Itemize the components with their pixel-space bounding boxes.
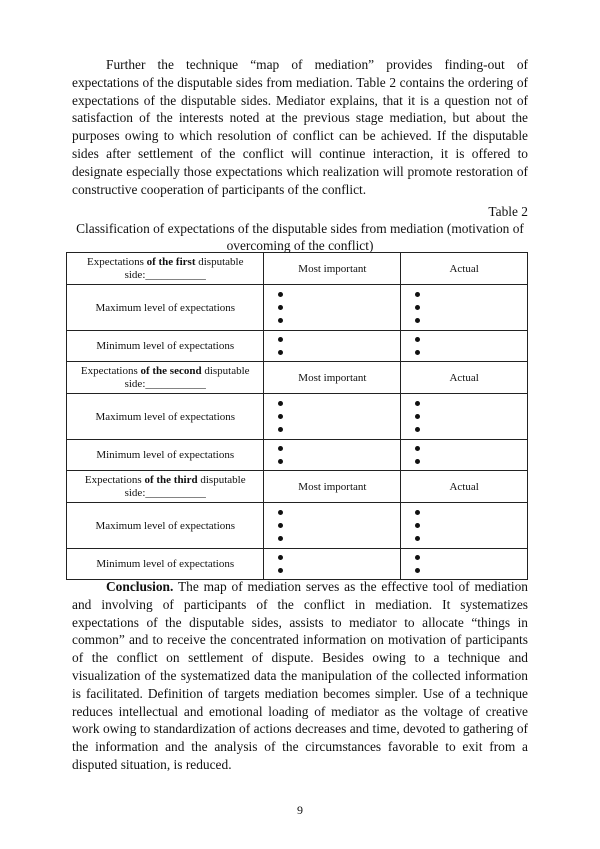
bullet — [278, 446, 283, 451]
table-header-row — [67, 471, 528, 503]
bullet — [278, 350, 283, 355]
row-label: Minimum level of expectations — [67, 331, 264, 362]
table-row — [67, 285, 528, 331]
intro-paragraph-text: Further the technique “map of mediation” provides finding-out of expectations of the disputable sides from mediation. Table 2 contains the ordering of expectations of the disputable sides. Mediator explains, that it is a question not of satisfaction of the interests noted at the previous stage mediation, but about the purposes owing to which resolution of conflict can be achieved. If the disputable sides after settlement of the conflict will continue interaction, it is offered to designate especially those expectations which realization will promote restoration of constructive cooperation of participants of the conflict. — [72, 57, 528, 197]
table-header-row — [67, 362, 528, 394]
bullet — [415, 305, 420, 310]
bullet — [415, 510, 420, 515]
bullet-cell — [401, 549, 528, 580]
bullet-cell — [264, 331, 401, 362]
side-header: Expectations of the second disputable side:___________ — [67, 362, 264, 394]
bullet — [415, 292, 420, 297]
row-label: Minimum level of expectations — [67, 549, 264, 580]
bullet-cell — [264, 503, 401, 549]
bullet — [278, 414, 283, 419]
bullet — [415, 523, 420, 528]
bullet — [278, 536, 283, 541]
row-label: Minimum level of expectations — [67, 440, 264, 471]
bullet — [415, 555, 420, 560]
bullet — [278, 523, 283, 528]
bullet-cell — [401, 503, 528, 549]
bullet — [415, 350, 420, 355]
table-row — [67, 394, 528, 440]
bullet-cell — [264, 394, 401, 440]
most-important-header: Most important — [264, 253, 401, 285]
actual-header: Actual — [401, 253, 528, 285]
bullet — [415, 459, 420, 464]
bullet — [278, 568, 283, 573]
bullet — [415, 536, 420, 541]
bullet — [415, 401, 420, 406]
bullet — [415, 414, 420, 419]
bullet-cell — [264, 549, 401, 580]
bullet-cell — [401, 331, 528, 362]
expectations-table — [66, 252, 528, 580]
row-label: Maximum level of expectations — [67, 285, 264, 331]
bullet-cell — [264, 440, 401, 471]
bullet — [278, 401, 283, 406]
row-label: Maximum level of expectations — [67, 394, 264, 440]
table-row — [67, 503, 528, 549]
table-row — [67, 549, 528, 580]
bullet — [415, 568, 420, 573]
bullet — [415, 427, 420, 432]
actual-header: Actual — [401, 471, 528, 503]
bullet-cell — [401, 440, 528, 471]
bullet — [415, 318, 420, 323]
bullet — [278, 318, 283, 323]
row-label: Maximum level of expectations — [67, 503, 264, 549]
bullet — [278, 305, 283, 310]
bullet-cell — [401, 285, 528, 331]
bullet — [278, 555, 283, 560]
conclusion-heading: Conclusion. — [106, 579, 174, 594]
bullet-cell — [264, 285, 401, 331]
table-row — [67, 331, 528, 362]
bullet — [278, 292, 283, 297]
bullet — [415, 337, 420, 342]
most-important-header: Most important — [264, 362, 401, 394]
table-label: Table 2 — [488, 204, 528, 219]
actual-header: Actual — [401, 362, 528, 394]
intro-paragraph — [72, 56, 528, 198]
bullet-cell — [401, 394, 528, 440]
side-header: Expectations of the third disputable side:___________ — [67, 471, 264, 503]
bullet — [278, 337, 283, 342]
conclusion-paragraph — [72, 578, 528, 774]
page-number: 9 — [297, 803, 303, 817]
bullet — [278, 510, 283, 515]
side-header: Expectations of the first disputable side:___________ — [67, 253, 264, 285]
table-row — [67, 440, 528, 471]
conclusion-text: The map of mediation serves as the effective tool of mediation and involving of participants of the conflict in mediation. It systematizes expectations of the disputable sides, assists to mediator to allocate “things in common” and to receive the concentrated information on motivation of participants of the conflict on settlement of dispute. Besides owing to a technique and visualization of the systematized data the manipulation of the collected information is facilitated. Definition of targets mediation becomes simpler. Use of a technique reduces intellectual and emotional loading of mediator as the voltage of creative work owing to standardization of actions decreases and time, devoted to gathering of the information and the analysis of the circumstances favorable to exit from a disputed situation, is reduced. — [72, 579, 528, 772]
bullet — [278, 427, 283, 432]
table-caption: Classification of expectations of the disputable sides from mediation (motivation of overcoming of the conflict) — [76, 221, 524, 253]
bullet — [278, 459, 283, 464]
table-header-row — [67, 253, 528, 285]
most-important-header: Most important — [264, 471, 401, 503]
bullet — [415, 446, 420, 451]
